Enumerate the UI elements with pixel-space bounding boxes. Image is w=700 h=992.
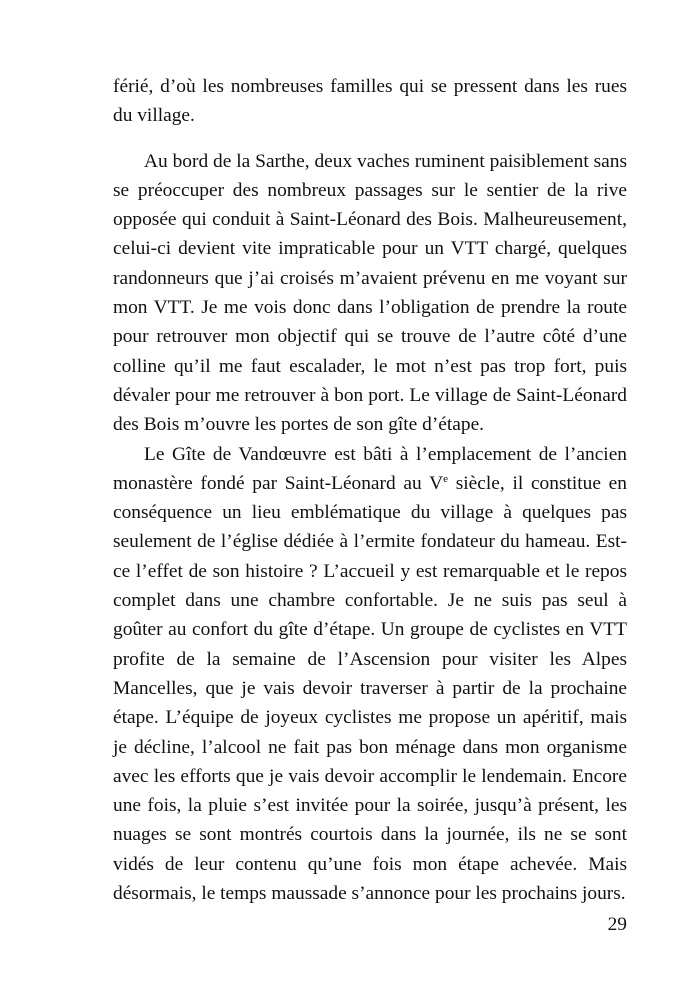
paragraph-gite-start: Le Gîte de Vandœuvre est bâti à l’emplacement de l’ancien monastère fondé par Saint-Léonard au V bbox=[113, 443, 627, 494]
paragraph-gite bbox=[113, 440, 627, 909]
paragraph-gite-rest: siècle, il constitue en conséquence un lieu emblématique du village à quelques pas seulement de l’église dédiée à l’ermite fondateur du hameau. Est-ce l’effet de son histoire ? L’accueil y est remarquable et le repos complet dans une chambre confortable. Je ne suis pas seul à goûter au confort du gîte d’étape. Un groupe de cyclistes en VTT profite de la semaine de l’Ascension pour visiter les Alpes Mancelles, que je vais devoir traverser à partir de la prochaine étape. L’équipe de joyeux cyclistes me propose un apéritif, mais je décline, l’alcool ne fait pas bon ménage dans mon organisme avec les efforts que je vais devoir accomplir le lendemain. Encore une fois, la pluie s’est invitée pour la soirée, jusqu’à présent, les nuages se sont montrés courtois dans la journée, ils ne se sont vidés de leur contenu qu’une fois mon étape achevée. Mais désormais, le temps maussade s’annonce pour les prochains jours. bbox=[113, 472, 627, 905]
body-text bbox=[113, 72, 627, 908]
paragraph-sarthe: Au bord de la Sarthe, deux vaches ruminent paisiblement sans se préoccuper des nombreux passages sur le sentier de la rive opposée qui conduit à Saint-Léonard des Bois. Malheureusement, celui-ci devient vite impraticable pour un VTT chargé, quelques randonneurs que j’ai croisés m’avaient prévenu en me voyant sur mon VTT. Je me vois donc dans l’obligation de prendre la route pour retrouver mon objectif qui se trouve de l’autre côté d’une colline qu’il me faut escalader, le mot n’est pas trop fort, puis dévaler pour me retrouver à bon port. Le village de Saint-Léonard des Bois m’ouvre les portes de son gîte d’étape. bbox=[113, 150, 627, 436]
paragraph-continuation: férié, d’où les nombreuses familles qui se pressent dans les rues du village. bbox=[113, 76, 627, 127]
century-superscript: e bbox=[443, 472, 448, 485]
page-number: 29 bbox=[607, 914, 627, 935]
